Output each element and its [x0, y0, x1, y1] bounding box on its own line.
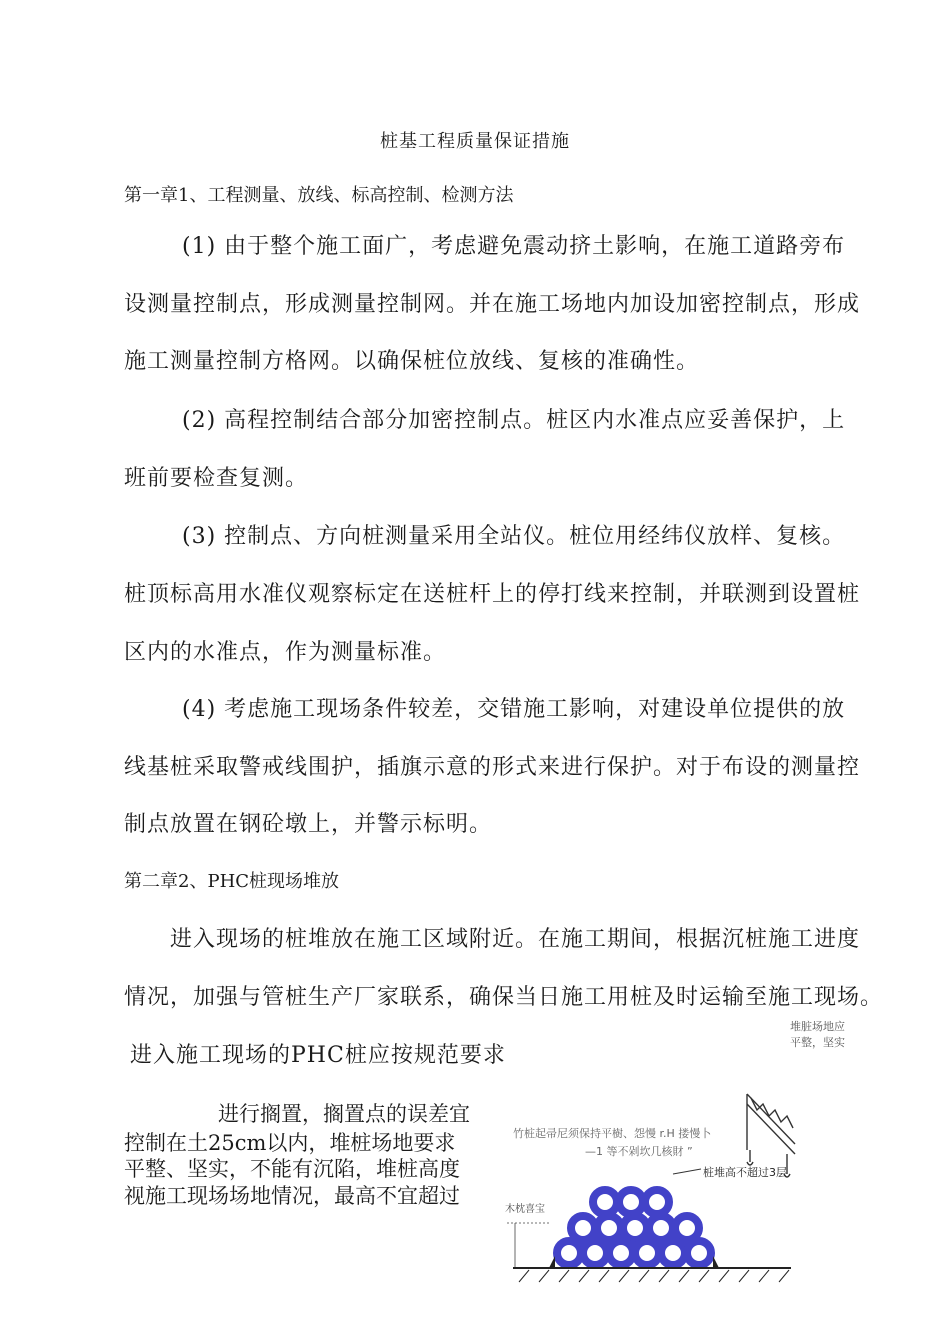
figure-note-lifting-2: —1 等不剁坎几核財 ” [585, 1145, 693, 1158]
p2-line-2: 班前要检查复测。 [124, 466, 309, 491]
p6-line-4: 视施工现场场地情况，最高不宜超过 [124, 1184, 460, 1208]
p5-line-2: 情况，加强与管桩生产厂家联系，确保当日施工用桩及时运输至施工现场。 [124, 985, 884, 1010]
p6-line-3: 平整、坚实，不能有沉陷，堆桩高度 [124, 1157, 460, 1181]
figure-note-ground-1: 堆脏场地应 [790, 1020, 845, 1033]
p4-line-2: 线基桩采取警戒线围护，插旗示意的形式来进行保护。对于布设的测量控 [124, 755, 861, 780]
p4-line-1: (4) 考虑施工现场条件较差，交错施工影响，对建设单位提供的放 [182, 697, 846, 722]
chapter-1-heading: 第一章1、工程测量、放线、标高控制、检测方法 [124, 185, 514, 206]
p1-line-1: (1) 由于整个施工面广，考虑避免震动挤土影响，在施工道路旁布 [182, 234, 846, 259]
p5-line-1: 进入现场的桩堆放在施工区域附近。在施工期间，根据沉桩施工进度 [170, 927, 861, 952]
pipe-pile-stack [557, 1190, 711, 1265]
p6-line-1: 进行搁置，搁置点的误差宜 [218, 1102, 470, 1126]
page-title: 桩基工程质量保证措施 [380, 131, 570, 152]
crane-icon [747, 1094, 795, 1177]
figure-note-ground-2: 平整，坚实 [790, 1036, 845, 1049]
p6-line-2: 控制在土25cm以内，堆桩场地要求 [124, 1131, 456, 1155]
p4-line-3: 制点放置在钢砼墩上，并警示标明。 [124, 812, 493, 837]
p5-line-3: 进入施工现场的PHC桩应按规范要求 [130, 1043, 506, 1068]
p3-line-2: 桩顶标高用水准仪观察标定在送桩杆上的停打线来控制，并联测到设置桩 [124, 582, 861, 607]
p3-line-1: (3) 控制点、方向桩测量采用全站仪。桩位用经纬仪放样、复核。 [182, 524, 846, 549]
chapter-2-heading: 第二章2、PHC桩现场堆放 [124, 871, 340, 892]
figure-note-wood-sleeper: 木枕喜宝 [505, 1204, 545, 1215]
figure-note-max-layers: 桩堆高不超过3层 [703, 1166, 787, 1179]
p3-line-3: 区内的水准点，作为测量标准。 [124, 640, 447, 665]
p1-line-2: 设测量控制点，形成测量控制网。并在施工场地内加设加密控制点，形成 [124, 292, 861, 317]
figure-note-lifting-1: 竹桩起帚尼须保持平樹、怨慢 r.H 搂慢卜 [513, 1127, 712, 1140]
p2-line-1: (2) 高程控制结合部分加密控制点。桩区内水准点应妥善保护，上 [182, 408, 846, 433]
pile-stacking-diagram [505, 1090, 795, 1290]
p1-line-3: 施工测量控制方格网。以确保桩位放线、复核的准确性。 [124, 349, 700, 374]
ground-hatch [519, 1270, 789, 1282]
